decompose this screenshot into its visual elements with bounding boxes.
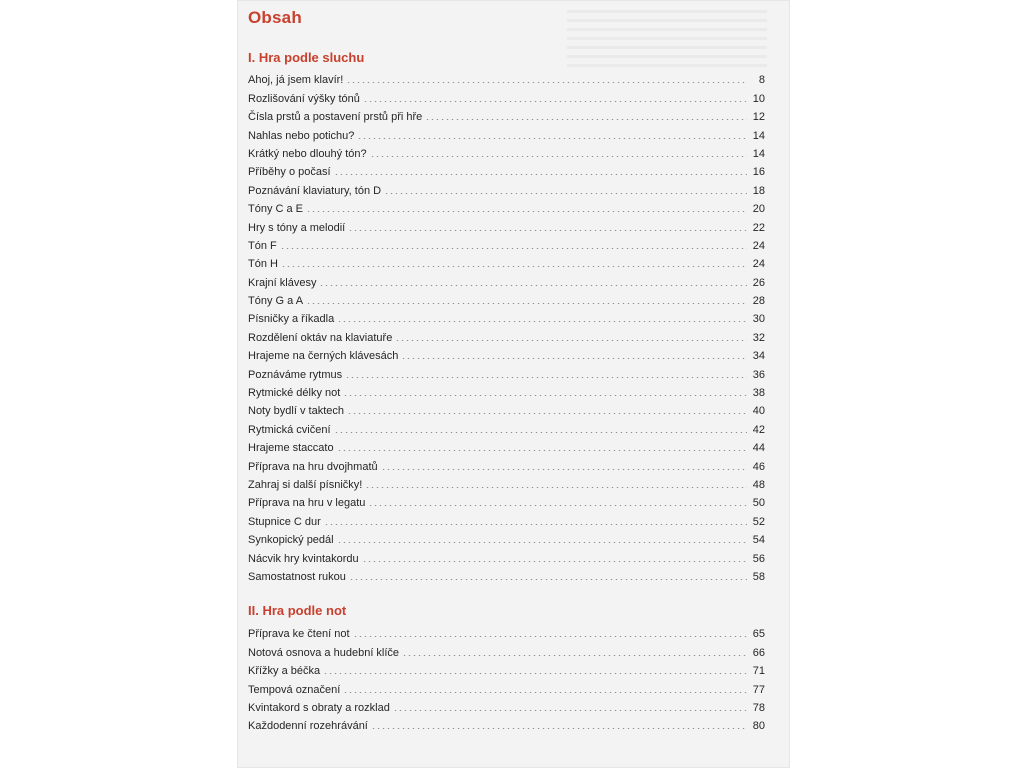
toc-entry: [248, 197, 765, 215]
toc-entry: [248, 640, 765, 658]
toc-entry-page: 71: [752, 665, 765, 678]
dot-leader: [349, 579, 747, 580]
page-title: Obsah: [248, 8, 302, 27]
toc-entry-page: 44: [752, 442, 765, 455]
toc-entry-title: Rytmické délky not: [248, 387, 341, 400]
toc-entry-page: 54: [752, 534, 765, 547]
dot-leader: [334, 432, 747, 433]
dot-leader: [353, 636, 748, 637]
toc-entry-page: 36: [752, 368, 765, 381]
toc-entry-page: 20: [752, 203, 765, 216]
dot-leader: [323, 673, 747, 674]
toc-entry-page: 66: [752, 646, 765, 659]
toc-entry-page: 42: [752, 423, 765, 436]
toc-entry-page: 38: [752, 387, 765, 400]
toc-entry: [248, 528, 765, 546]
toc-entry-page: 14: [752, 129, 765, 142]
toc-entry: [248, 252, 765, 270]
toc-entry: [248, 234, 765, 252]
toc-entry-title: Poznáváme rytmus: [248, 368, 343, 381]
toc-entry: [248, 381, 765, 399]
section-heading: II. Hra podle not: [248, 603, 347, 618]
toc-entry-title: Příprava na hru v legatu: [248, 497, 366, 510]
toc-entry-title: Rytmická cvičení: [248, 423, 331, 436]
toc-entry: [248, 473, 765, 491]
toc-entry: [248, 86, 765, 104]
toc-entry-title: Čísla prstů a postavení prstů při hře: [248, 111, 423, 124]
dot-leader: [324, 524, 747, 525]
toc-entry: [248, 454, 765, 472]
toc-entry-page: 10: [752, 92, 765, 105]
toc-entry-page: 26: [752, 276, 765, 289]
toc-entry-page: 16: [752, 166, 765, 179]
toc-entry-page: 32: [752, 331, 765, 344]
toc-entry-title: Hry s tóny a melodií: [248, 221, 346, 234]
toc-entry-page: 12: [752, 111, 765, 124]
toc-entry-page: 56: [752, 552, 765, 565]
dot-leader: [357, 138, 747, 139]
toc-entry: [248, 344, 765, 362]
toc-entry-page: 24: [752, 258, 765, 271]
toc-entry-title: Tóny C a E: [248, 203, 304, 216]
toc-entry: [248, 696, 765, 714]
dot-leader: [306, 211, 747, 212]
dot-leader: [384, 193, 747, 194]
toc-entry-title: Stupnice C dur: [248, 515, 321, 528]
toc-entry: [248, 677, 765, 695]
dot-leader: [363, 101, 747, 102]
section-entry-list: [248, 622, 765, 732]
dot-leader: [280, 248, 747, 249]
dot-leader: [348, 230, 747, 231]
toc-entry-page: 14: [752, 147, 765, 160]
toc-entry: [248, 142, 765, 160]
toc-entry-page: 80: [752, 720, 765, 733]
dot-leader: [368, 505, 747, 506]
toc-entry: [248, 160, 765, 178]
toc-entry-title: Hrajeme na černých klávesách: [248, 350, 399, 363]
toc-entry: [248, 105, 765, 123]
dot-leader: [381, 469, 747, 470]
dot-leader: [319, 285, 747, 286]
dot-leader: [334, 174, 747, 175]
toc-entry-page: 28: [752, 295, 765, 308]
toc-entry-page: 46: [752, 460, 765, 473]
toc-entry: [248, 546, 765, 564]
section-heading: I. Hra podle sluchu: [248, 50, 365, 65]
document-page: [237, 0, 790, 768]
toc-entry: [248, 714, 765, 732]
toc-entry: [248, 509, 765, 527]
dot-leader: [362, 561, 747, 562]
toc-entry: [248, 491, 765, 509]
toc-entry: [248, 123, 765, 141]
toc-entry-title: Poznávání klaviatury, tón D: [248, 184, 382, 197]
toc-entry: [248, 659, 765, 677]
dot-leader: [281, 266, 747, 267]
toc-entry-title: Písničky a říkadla: [248, 313, 335, 326]
toc-entry: [248, 325, 765, 343]
toc-entry-title: Nahlas nebo potichu?: [248, 129, 355, 142]
show-through-text: [567, 10, 767, 70]
dot-leader: [425, 119, 747, 120]
toc-entry-page: 58: [752, 570, 765, 583]
toc-entry-title: Tempová označení: [248, 683, 341, 696]
toc-entry-title: Příprava ke čtení not: [248, 628, 350, 641]
toc-entry-title: Synkopický pedál: [248, 534, 334, 547]
toc-entry: [248, 362, 765, 380]
toc-entry-title: Zahraj si další písničky!: [248, 478, 363, 491]
dot-leader: [346, 82, 747, 83]
toc-entry: [248, 622, 765, 640]
toc-entry-title: Rozlišování výšky tónů: [248, 92, 360, 105]
dot-leader: [393, 710, 747, 711]
toc-entry-title: Každodenní rozehrávání: [248, 720, 368, 733]
toc-entry: [248, 68, 765, 86]
dot-leader: [402, 655, 747, 656]
dot-leader: [347, 413, 747, 414]
section-entry-list: [248, 68, 765, 583]
toc-entry-page: 22: [752, 221, 765, 234]
toc-entry-page: 34: [752, 350, 765, 363]
toc-entry-title: Samostatnost rukou: [248, 570, 346, 583]
dot-leader: [395, 340, 747, 341]
dot-leader: [365, 487, 747, 488]
toc-entry-page: 50: [752, 497, 765, 510]
toc-entry-title: Hrajeme staccato: [248, 442, 334, 455]
toc-entry-page: 77: [752, 683, 765, 696]
toc-entry-page: 78: [752, 701, 765, 714]
toc-entry: [248, 436, 765, 454]
toc-entry: [248, 270, 765, 288]
toc-entry: [248, 417, 765, 435]
toc-entry-title: Kvintakord s obraty a rozklad: [248, 701, 390, 714]
toc-entry: [248, 307, 765, 325]
toc-entry-page: 8: [758, 74, 765, 87]
dot-leader: [401, 358, 747, 359]
toc-entry: [248, 289, 765, 307]
toc-entry: [248, 215, 765, 233]
toc-entry-title: Krajní klávesy: [248, 276, 317, 289]
toc-entry: [248, 565, 765, 583]
toc-entry-title: Ahoj, já jsem klavír!: [248, 74, 344, 87]
dot-leader: [345, 377, 747, 378]
toc-entry: [248, 178, 765, 196]
dot-leader: [343, 395, 747, 396]
dot-leader: [370, 156, 747, 157]
dot-leader: [337, 542, 747, 543]
toc-entry-title: Krátký nebo dlouhý tón?: [248, 147, 367, 160]
toc-entry-title: Tón H: [248, 258, 278, 271]
toc-entry-title: Tón F: [248, 239, 277, 252]
dot-leader: [337, 321, 747, 322]
toc-entry-title: Příběhy o počasí: [248, 166, 331, 179]
toc-entry-page: 40: [752, 405, 765, 418]
toc-entry-title: Notová osnova a hudební klíče: [248, 646, 400, 659]
toc-entry-page: 18: [752, 184, 765, 197]
toc-entry-title: Rozdělení oktáv na klaviatuře: [248, 331, 393, 344]
dot-leader: [343, 692, 747, 693]
toc-entry-title: Noty bydlí v taktech: [248, 405, 344, 418]
toc-entry-title: Příprava na hru dvojhmatů: [248, 460, 378, 473]
toc-entry-page: 48: [752, 478, 765, 491]
toc-entry-title: Křížky a béčka: [248, 665, 321, 678]
dot-leader: [371, 728, 747, 729]
toc-entry-page: 24: [752, 239, 765, 252]
dot-leader: [306, 303, 747, 304]
toc-entry-page: 65: [752, 628, 765, 641]
toc-entry-page: 52: [752, 515, 765, 528]
toc-entry: [248, 399, 765, 417]
toc-entry-title: Tóny G a A: [248, 295, 304, 308]
toc-entry-title: Nácvik hry kvintakordu: [248, 552, 359, 565]
toc-entry-page: 30: [752, 313, 765, 326]
dot-leader: [337, 450, 747, 451]
